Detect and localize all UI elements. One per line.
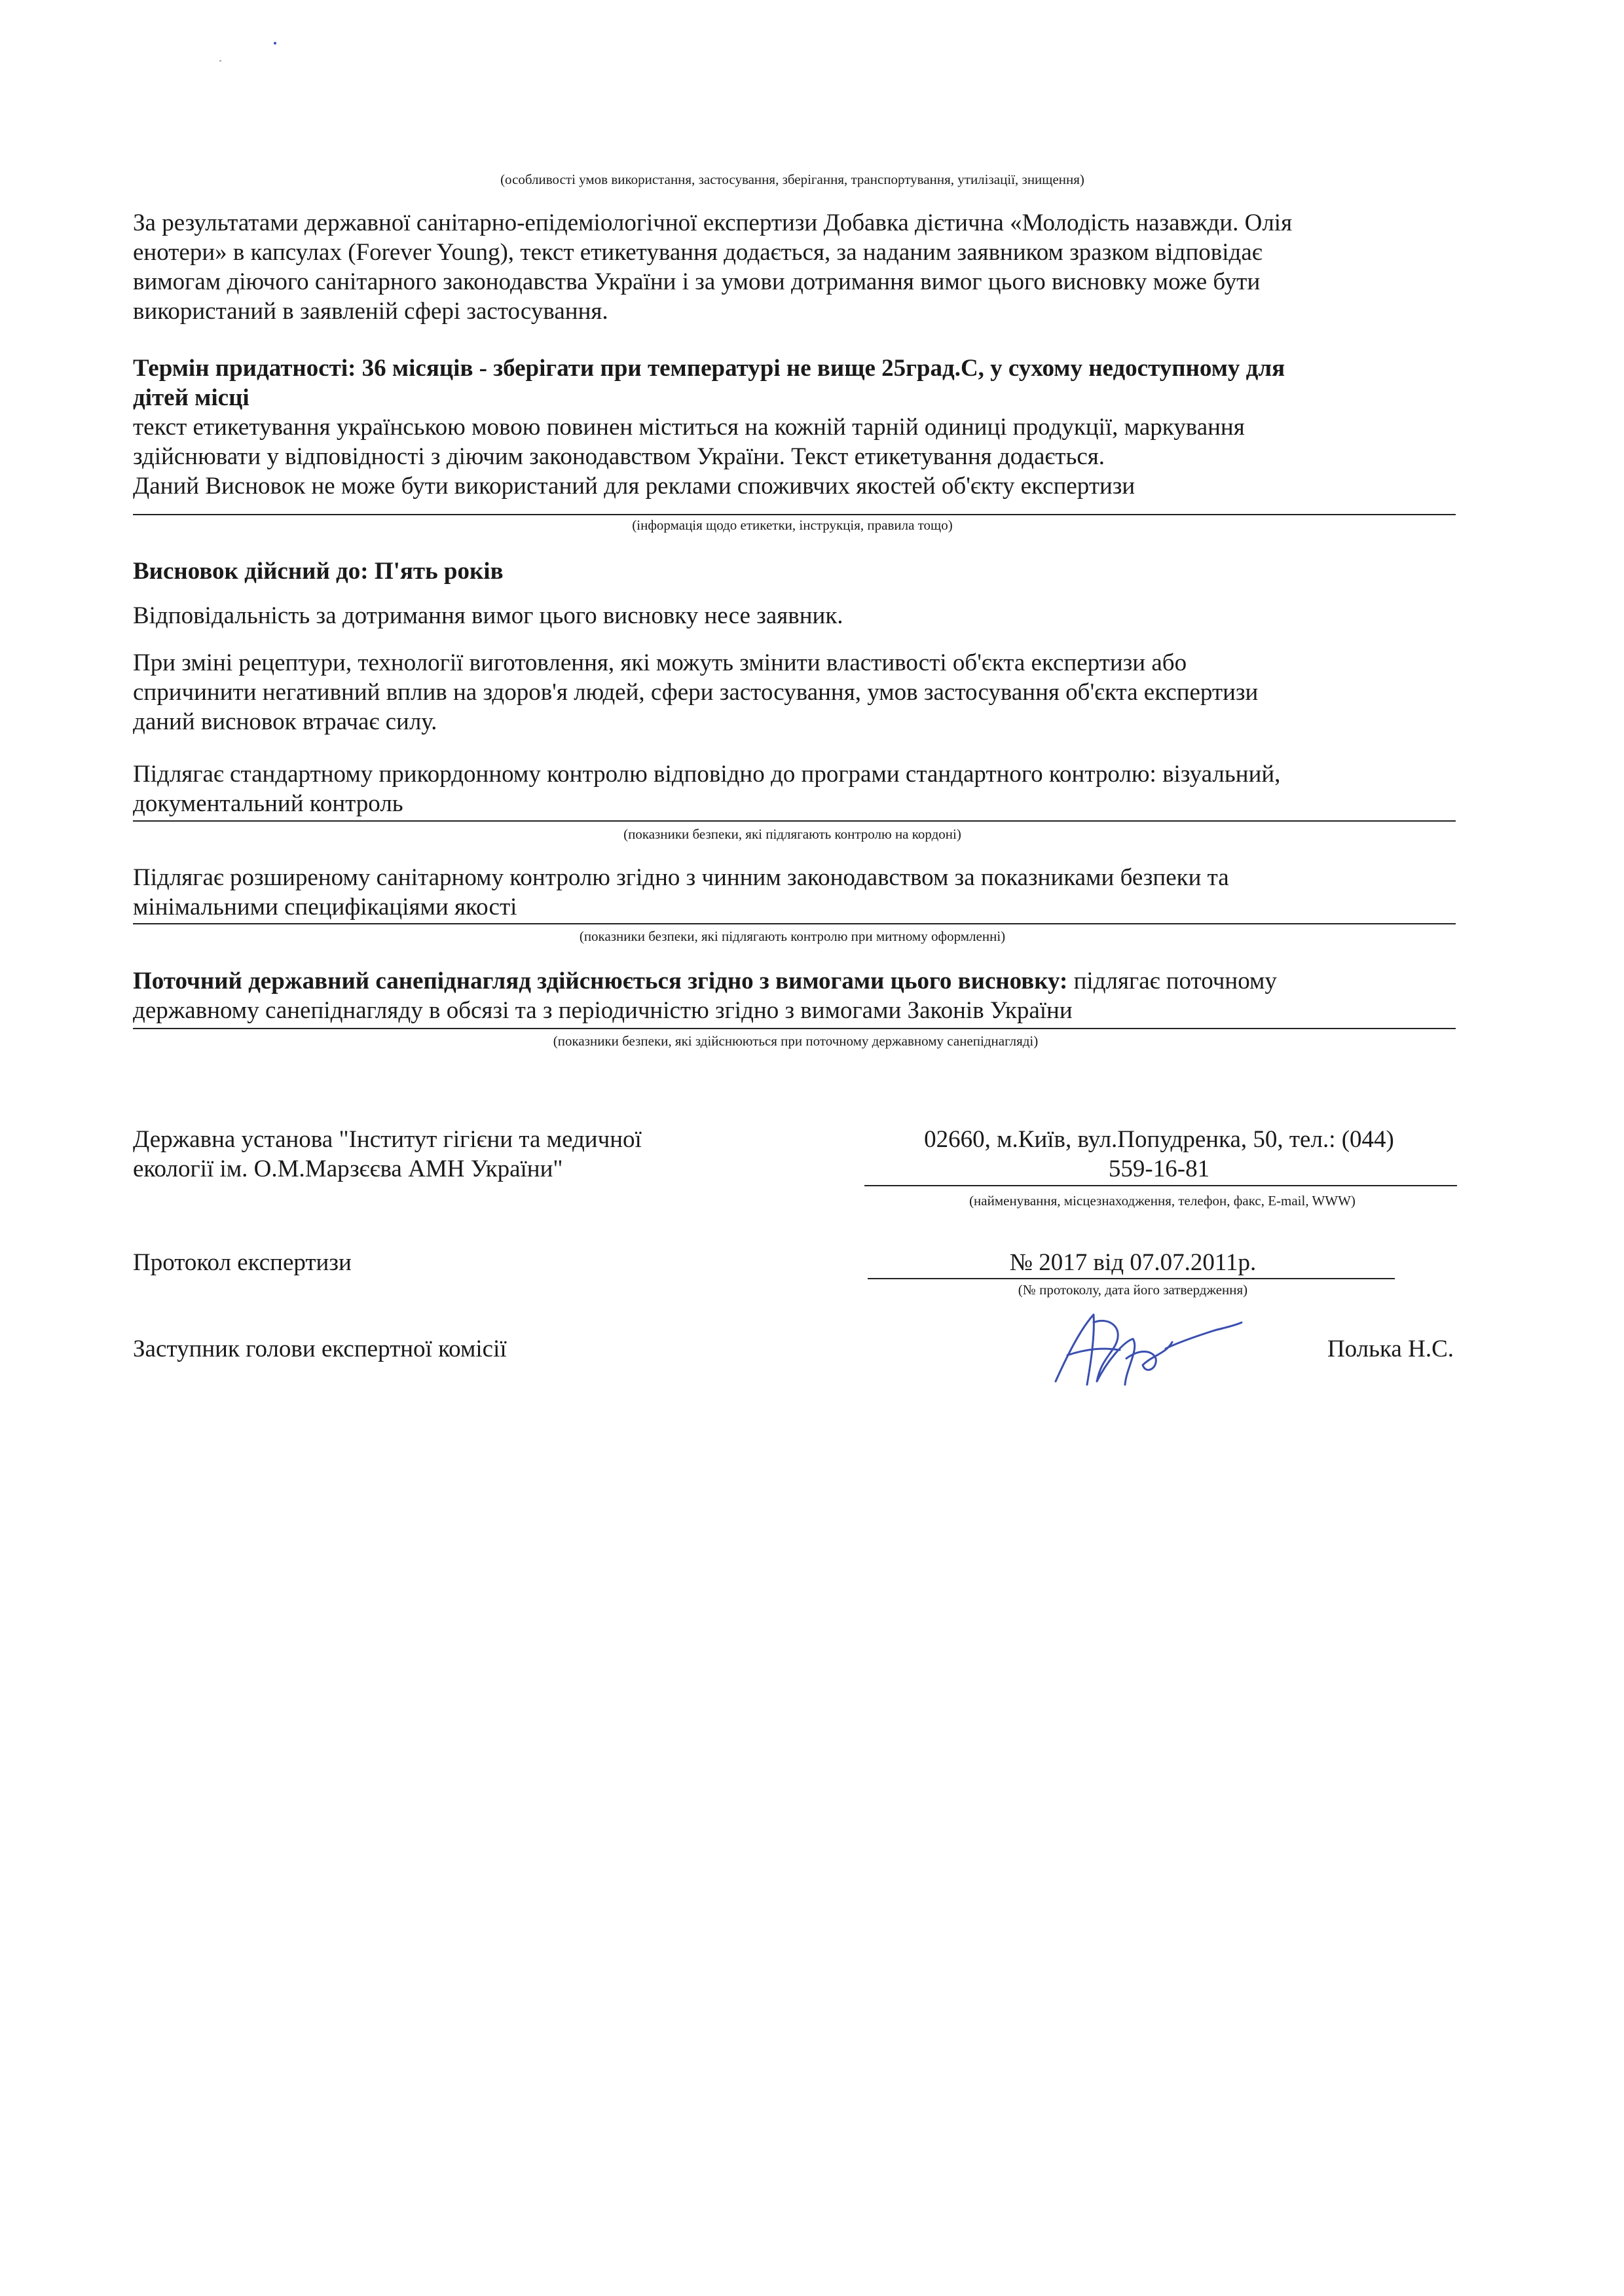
text-line: Державна установа "Інститут гігієни та медичної [133,1126,642,1153]
text-line: спричинити негативний вплив на здоров'я людей, сфери застосування, умов застосування об'єкта експертизи [133,679,1259,706]
text-line: використаний в заявленій сфері застосування. [133,298,608,325]
institution-name [133,1125,788,1184]
supervision-rest-text: підлягає поточному [1067,968,1277,994]
validity-line: Висновок дійсний до: П'ять років [133,558,504,585]
text-line: Даний Висновок не може бути використаний для реклами споживчих якостей об'єкту експертизи [133,473,1135,500]
text-line: здійснювати у відповідності з діючим законодавством України. Текст етикетування додається. [133,443,1105,470]
signer-name: Полька Н.С. [1327,1336,1454,1362]
border-control-caption: (показники безпеки, які підлягають контролю на кордоні) [623,826,961,842]
text-line: текст етикетування українською мовою повинен міститься на кожній тарній одиниці продукції, маркування [133,414,1245,441]
text-line: За результатами державної санітарно-епідеміологічної експертизи Добавка дієтична «Молодість назавжди. Олія [133,210,1293,236]
text-line: При зміні рецептури, технології виготовлення, які можуть змінити властивості об'єкта експертизи або [133,649,1187,676]
labeling-paragraph [133,412,1452,501]
text-line: документальний контроль [133,790,403,817]
customs-control-rule [133,923,1456,924]
scan-speck [274,42,276,45]
text-line: даний висновок втрачає силу. [133,708,437,735]
signer-title: Заступник голови експертної комісії [133,1336,507,1362]
supervision-paragraph [133,966,1452,1025]
text-line: Підлягає стандартному прикордонному контролю відповідно до програми стандартного контролю: візуальний, [133,761,1281,788]
usage-caption: (особливості умов використання, застосування, зберігання, транспортування, утилізації, знищення) [500,172,1084,187]
text-line: 559-16-81 [1108,1156,1210,1182]
signature-icon [1048,1303,1244,1394]
labeling-caption: (інформація щодо етикетки, інструкція, правила тощо) [632,517,953,533]
text-line: державному санепіднагляду в обсязі та з періодичністю згідно з вимогами Законів України [133,997,1073,1024]
text-line: енотери» в капсулах (Forever Young), текст етикетування додається, за наданим заявником зразком відповідає [133,239,1263,266]
text-line: мінімальними специфікаціями якості [133,894,517,920]
institution-caption: (найменування, місцезнаходження, телефон, факс, E-mail, WWW) [969,1193,1356,1209]
text-line: Підлягає розширеному санітарному контролю згідно з чинним законодавством за показниками безпеки та [133,864,1229,891]
protocol-value: № 2017 від 07.07.2011р. [1009,1249,1257,1276]
customs-control-paragraph [133,863,1452,922]
text-line: екології ім. О.М.Марзєєва АМН України" [133,1156,563,1182]
responsibility-line: Відповідальність за дотримання вимог цього висновку несе заявник. [133,602,843,629]
supervision-caption: (показники безпеки, які здійснюються при поточному державному санепіднагляді) [553,1033,1039,1049]
conclusion-paragraph [133,208,1452,326]
institution-address [864,1125,1454,1184]
border-control-rule [133,820,1456,822]
protocol-rule [868,1278,1395,1279]
change-clause-paragraph [133,648,1452,737]
text-line: дітей місці [133,384,249,411]
text-line: Термін придатності: 36 місяців - зберігати при температурі не вище 25град.С, у сухому недоступному для [133,355,1285,382]
protocol-label: Протокол експертизи [133,1249,352,1276]
supervision-rule [133,1028,1456,1029]
signature-image [1048,1303,1244,1394]
protocol-caption: (№ протоколу, дата його затвердження) [1018,1282,1248,1298]
customs-control-caption: (показники безпеки, які підлягають контролю при митному оформленні) [579,928,1006,944]
labeling-rule [133,514,1456,515]
text-line: вимогам діючого санітарного законодавства України і за умови дотримання вимог цього висновку може бути [133,268,1261,295]
text-line: 02660, м.Київ, вул.Попудренка, 50, тел.: (044) [924,1126,1394,1153]
shelf-life-paragraph [133,354,1452,412]
text-line [133,966,1452,996]
institution-rule [864,1185,1457,1186]
border-control-paragraph [133,759,1452,818]
scan-speck [219,60,221,62]
supervision-bold-text: Поточний державний санепіднагляд здійснюється згідно з вимогами цього висновку: [133,968,1068,994]
